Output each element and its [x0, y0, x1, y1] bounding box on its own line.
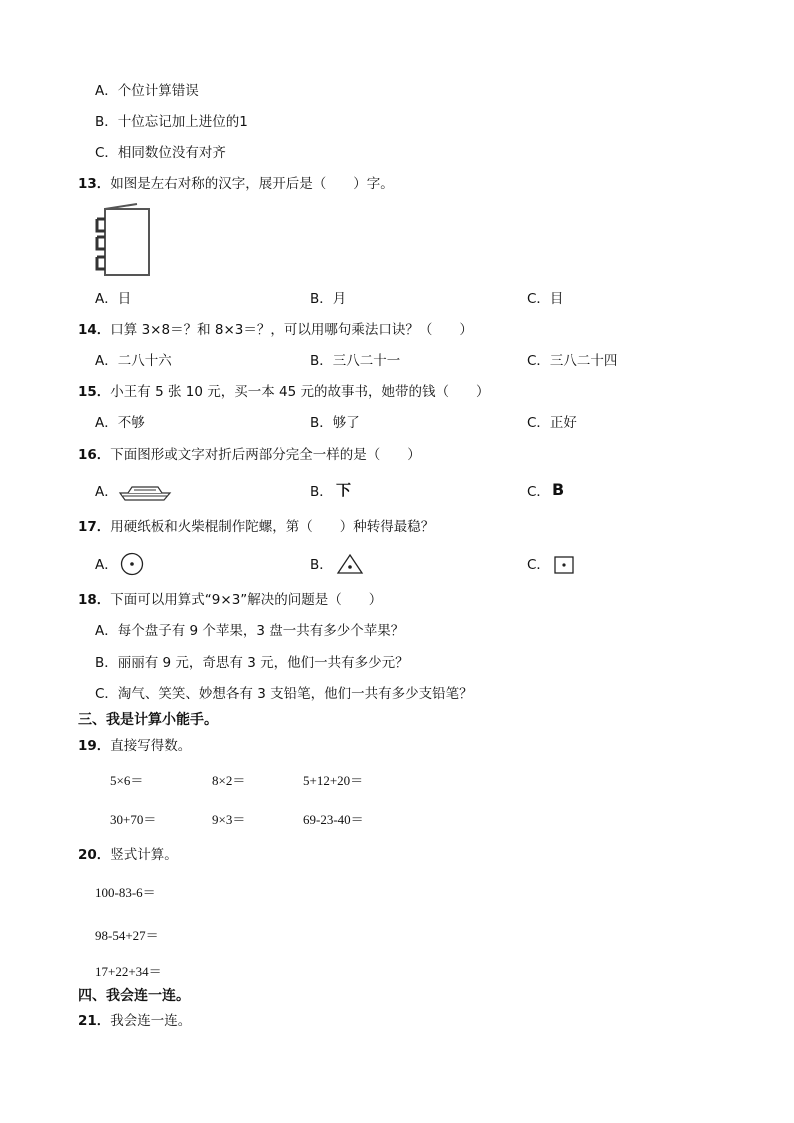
q18-option-b: B．丽丽有 9 元，奇思有 3 元，他们一共有多少元？ [95, 655, 409, 671]
question-20 [78, 846, 178, 864]
q15-option-a: A．不够 [95, 415, 145, 431]
triangle-top-icon [336, 553, 364, 575]
question-19 [78, 737, 191, 755]
q17-option-b: B． [310, 557, 333, 573]
q12-option-c: C．相同数位没有对齐 [95, 145, 226, 161]
q15-option-c: C．正好 [527, 415, 577, 431]
question-text: 直接写得数。 [110, 738, 192, 754]
calc-item: 30+70＝ [110, 812, 157, 827]
section-heading-3: 三、我是计算小能手。 [78, 712, 218, 728]
q13-option-c: C．目 [527, 291, 564, 307]
question-text: 竖式计算。 [110, 847, 178, 863]
question-number: 20． [78, 847, 111, 863]
q17-option-c: C． [527, 557, 550, 573]
question-17 [78, 518, 434, 536]
calc-item: 5×6＝ [110, 773, 144, 788]
circle-top-icon [120, 552, 144, 576]
question-15 [78, 383, 490, 401]
calc-item: 69-23-40＝ [303, 812, 364, 827]
vertical-calc-item: 17+22+34＝ [95, 964, 162, 979]
q14-option-b: B．三八二十一 [310, 353, 401, 369]
question-number: 18． [78, 592, 111, 608]
q15-option-b: B．够了 [310, 415, 360, 431]
vertical-calc-item: 98-54+27＝ [95, 928, 159, 943]
calc-item: 9×3＝ [212, 812, 246, 827]
question-text: 小王有 5 张 10 元，买一本 45 元的故事书，她带的钱（ ） [110, 384, 490, 400]
question-number: 15． [78, 384, 111, 400]
q16-option-c: C． [527, 484, 550, 500]
question-number: 14． [78, 322, 111, 338]
square-top-icon [553, 555, 575, 575]
question-18 [78, 591, 382, 609]
q12-option-b: B．十位忘记加上进位的1 [95, 114, 248, 130]
section-heading-4: 四、我会连一连。 [78, 988, 190, 1004]
question-number: 16． [78, 447, 111, 463]
q16-option-b-character: 下 [336, 481, 352, 499]
q14-option-a: A．二八十六 [95, 353, 172, 369]
question-text: 下面图形或文字对折后两部分完全一样的是（ ） [110, 447, 421, 463]
question-number: 17． [78, 519, 111, 535]
calc-item: 5+12+20＝ [303, 773, 364, 788]
q18-option-a: A．每个盘子有 9 个苹果，3 盘一共有多少个苹果？ [95, 623, 405, 639]
q13-option-a: A．日 [95, 291, 132, 307]
q18-option-c: C．淘气、笑笑、妙想各有 3 支铅笔，他们一共有多少支铅笔？ [95, 686, 473, 702]
question-text: 下面可以用算式“9×3”解决的问题是（ ） [110, 592, 383, 608]
question-text: 如图是左右对称的汉字，展开后是（ ）字。 [110, 176, 394, 192]
question-number: 19． [78, 738, 111, 754]
q16-option-c-character: B [552, 480, 565, 499]
q14-option-c: C．三八二十四 [527, 353, 618, 369]
boat-icon [118, 480, 172, 502]
question-14 [78, 321, 473, 339]
q12-option-a: A．个位计算错误 [95, 83, 199, 99]
question-16 [78, 446, 421, 464]
question-21 [78, 1012, 191, 1030]
q16-option-a: A． [95, 484, 118, 500]
q16-option-b: B． [310, 484, 333, 500]
question-text: 口算 3×8＝？和 8×3＝？，可以用哪句乘法口诀？（ ） [110, 322, 473, 338]
question-text: 我会连一连。 [110, 1013, 192, 1029]
calc-item: 8×2＝ [212, 773, 246, 788]
question-number: 13． [78, 176, 111, 192]
question-number: 21． [78, 1013, 111, 1029]
half-character-figure [93, 203, 153, 279]
question-13 [78, 175, 394, 193]
question-text: 用硬纸板和火柴棍制作陀螺，第（ ）种转得最稳？ [110, 519, 435, 535]
q17-option-a: A． [95, 557, 118, 573]
vertical-calc-item: 100-83-6＝ [95, 885, 156, 900]
q13-option-b: B．月 [310, 291, 347, 307]
